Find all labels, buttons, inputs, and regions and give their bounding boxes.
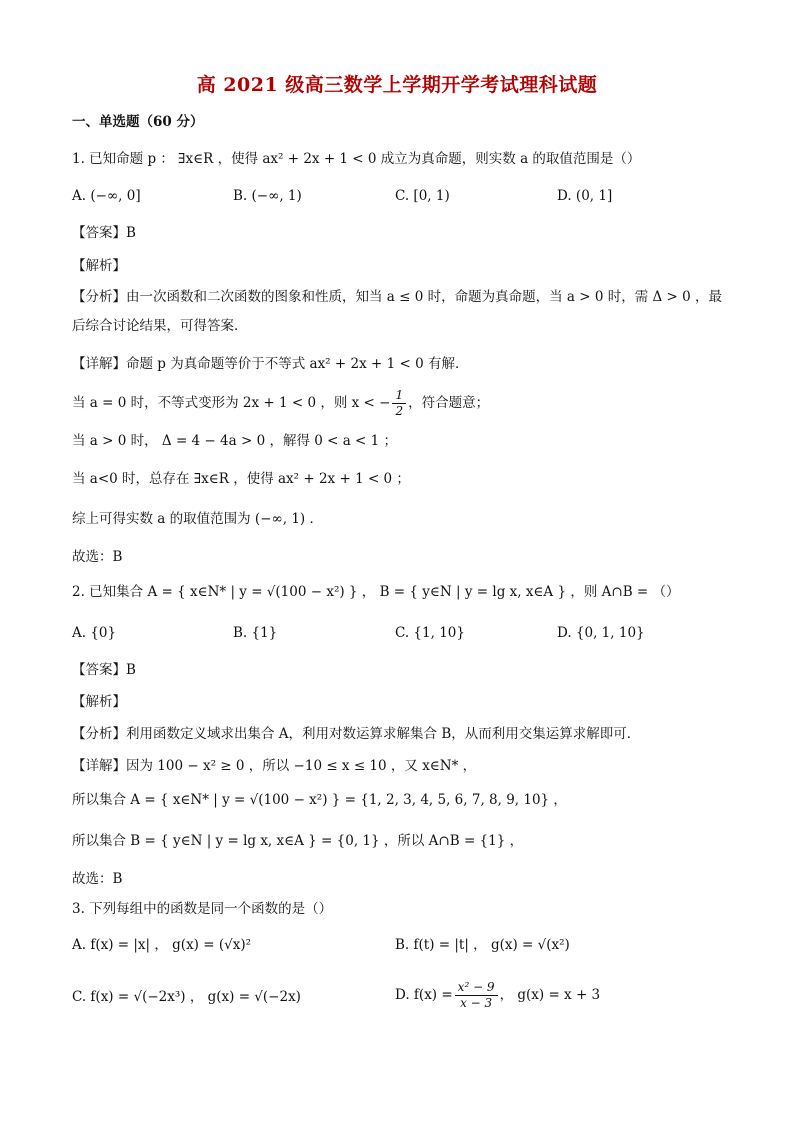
q3-option-b: B. f(t) = |t| ， g(x) = √(x²) (395, 937, 570, 953)
q1-analysis-line2: 后综合讨论结果，可得答案． (72, 318, 248, 334)
q1-jiexi: 【解析】 (72, 258, 126, 274)
q1-case1-text: 当 a = 0 时，不等式变形为 2x + 1 < 0 ，则 x < − (72, 395, 391, 411)
q2-choice: 故选：B (72, 871, 123, 887)
section-heading: 一、单选题（60 分） (72, 114, 204, 130)
q1-case1 (72, 388, 489, 419)
q2-option-b: B. {1} (233, 625, 278, 641)
fraction-denominator: 2 (395, 404, 404, 418)
fraction-numerator: x² − 9 (455, 980, 498, 996)
q2-set-b: 所以集合 B = { y∈N | y = lg x, x∈A } = {0, 1} ，所以 A∩B = {1} ， (72, 833, 524, 849)
q3-option-d (395, 980, 600, 1011)
q1-summary: 综上可得实数 a 的取值范围为 (−∞, 1) ． (72, 511, 323, 527)
q3-option-d-prefix: D. f(x) = (395, 987, 453, 1003)
q1-option-c: C. [0, 1) (395, 188, 450, 204)
page-title: 高 2021 级高三数学上学期开学考试理科试题 (196, 74, 598, 96)
q3-option-d-fraction (455, 980, 498, 1011)
q2-analysis: 【分析】利用函数定义域求出集合 A，利用对数运算求解集合 B，从而利用交集运算求解即可． (72, 726, 641, 742)
q2-stem: 2. 已知集合 A = { x∈N* | y = √(100 − x²) } ， B = { y∈N | y = lg x, x∈A } ，则 A∩B = （） (72, 584, 680, 600)
q2-option-c: C. {1, 10} (395, 625, 465, 641)
q2-answer: 【答案】B (72, 662, 136, 678)
q1-answer: 【答案】B (72, 225, 136, 241)
q1-stem: 1. 已知命题 p ： ∃x∈R ，使得 ax² + 2x + 1 < 0 成立为真命题，则实数 a 的取值范围是（） (72, 151, 641, 167)
q2-option-d: D. {0, 1, 10} (557, 625, 645, 641)
q1-case2: 当 a > 0 时， Δ = 4 − 4a > 0 ，解得 0 < a < 1 ； (72, 433, 398, 449)
q3-option-d-suffix: ， g(x) = x + 3 (499, 987, 601, 1003)
q1-choice: 故选：B (72, 549, 123, 565)
q1-analysis-line1: 【分析】由一次函数和二次函数的图象和性质，知当 a ≤ 0 时，命题为真命题，当 a > 0 时，需 Δ > 0 ，最 (72, 289, 723, 305)
q2-jiexi: 【解析】 (72, 694, 126, 710)
q1-option-b: B. (−∞, 1) (233, 188, 302, 204)
q2-set-a: 所以集合 A = { x∈N* | y = √(100 − x²) } = {1, 2, 3, 4, 5, 6, 7, 8, 9, 10} ， (72, 792, 567, 808)
q2-option-a: A. {0} (72, 625, 117, 641)
q2-detail: 【详解】因为 100 − x² ≥ 0 ，所以 −10 ≤ x ≤ 10 ，又 x∈N* ， (72, 758, 477, 774)
q1-option-a: A. (−∞, 0] (72, 188, 141, 204)
fraction-denominator: x − 3 (460, 996, 493, 1010)
q1-case1-fraction (392, 388, 406, 419)
q3-option-a: A. f(x) = |x| ， g(x) = (√x)² (72, 937, 252, 953)
q3-option-c: C. f(x) = √(−2x³) ， g(x) = √(−2x) (72, 989, 301, 1005)
q1-detail: 【详解】命题 p 为真命题等价于不等式 ax² + 2x + 1 < 0 有解． (72, 356, 469, 372)
fraction-numerator: 1 (392, 388, 406, 404)
q1-option-d: D. (0, 1] (557, 188, 613, 204)
q1-case3: 当 a<0 时，总存在 ∃x∈R ，使得 ax² + 2x + 1 < 0 ； (72, 471, 410, 487)
q3-stem: 3. 下列每组中的函数是同一个函数的是（） (72, 901, 333, 917)
q1-case1-tail: ，符合题意； (408, 395, 490, 411)
